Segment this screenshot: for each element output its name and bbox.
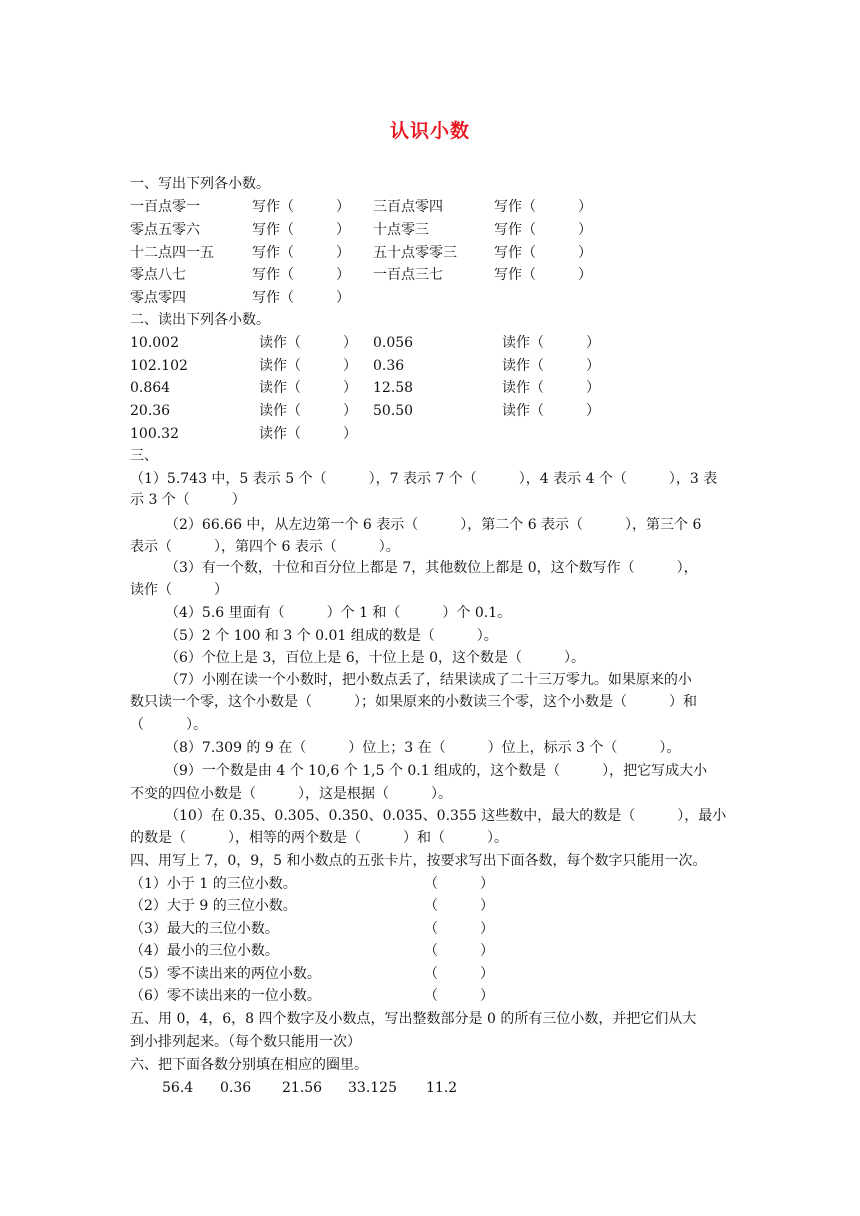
s2-number: 100.32 [130,426,179,442]
s4-item: （1）小于 1 的三位小数。 [130,876,297,892]
s1-blank[interactable]: 写作（ ） [494,222,592,238]
s2-number: 20.36 [130,403,171,419]
s2-blank[interactable]: 读作（ ） [259,380,357,396]
s2-number: 12.58 [373,380,414,396]
s1-blank[interactable]: 写作（ ） [252,222,350,238]
s3-question-8: （8）7.309 的 9 在（ ）位上；3 在（ ）位上，标示 3 个（ ）。 [165,740,681,756]
s1-item: 零点五零六 [130,222,200,238]
s1-blank[interactable]: 写作（ ） [252,267,350,283]
section-1-heading: 一、写出下列各小数。 [130,176,270,192]
s1-blank[interactable]: 写作（ ） [494,267,592,283]
s4-answer-blank[interactable]: （ ） [424,898,494,914]
section-5-heading: 五、用 0，4，6，8 四个数字及小数点，写出整数部分是 0 的所有三位小数，并把它们从大 [130,1011,697,1027]
s6-number: 56.4 [162,1080,194,1096]
s2-blank[interactable]: 读作（ ） [502,403,600,419]
s2-blank[interactable]: 读作（ ） [502,380,600,396]
s1-item: 五十点零零三 [373,245,457,261]
s1-item: 十点零三 [373,222,429,238]
s3-question-7-cont: 数只读一个零，这个小数是（ ）；如果原来的小数读三个零，这个小数是（ ）和 [130,694,697,710]
s4-item: （6）零不读出来的一位小数。 [130,988,321,1004]
s2-number: 10.002 [130,335,179,351]
s4-answer-blank[interactable]: （ ） [424,943,494,959]
s2-blank[interactable]: 读作（ ） [502,358,600,374]
s2-number: 0.864 [130,380,171,396]
s1-blank[interactable]: 写作（ ） [252,245,350,261]
s6-number: 21.56 [282,1080,323,1096]
s1-item: 三百点零四 [373,199,443,215]
s2-blank[interactable]: 读作（ ） [259,403,357,419]
s2-number: 0.056 [373,335,414,351]
s1-item: 一百点零一 [130,199,200,215]
s6-number: 0.36 [220,1080,252,1096]
s2-blank[interactable]: 读作（ ） [259,358,357,374]
s3-question-5: （5）2 个 100 和 3 个 0.01 组成的数是（ ）。 [165,628,498,644]
s3-question-1-cont: 示 3 个（ ） [130,492,246,508]
section-3-heading: 三、 [130,448,158,464]
s3-question-7: （7）小刚在读一个小数时，把小数点丢了，结果读成了二十三万零九。如果原来的小 [165,672,692,688]
s3-question-2: （2）66.66 中，从左边第一个 6 表示（ ），第二个 6 表示（ ），第三个 6 [165,517,702,533]
s3-question-1: （1）5.743 中，5 表示 5 个（ ），7 表示 7 个（ ），4 表示 4 个（ ），3 表 [130,471,718,487]
s3-question-9-cont: 不变的四位小数是（ ），这是根据（ ）。 [130,786,452,802]
s3-question-3: （3）有一个数，十位和百分位上都是 7，其他数位上都是 0，这个数写作（ ）， [165,560,698,576]
s1-blank[interactable]: 写作（ ） [252,290,350,306]
section-4-heading: 四、用写上 7，0，9，5 和小数点的五张卡片，按要求写出下面各数，每个数字只能用一次。 [130,853,707,869]
s1-blank[interactable]: 写作（ ） [252,199,350,215]
s6-number: 11.2 [426,1080,458,1096]
s3-question-2-cont: 表示（ ），第四个 6 表示（ ）。 [130,539,400,555]
s3-question-10-cont: 的数是（ ），相等的两个数是（ ）和（ ）。 [130,830,508,846]
section-6-heading: 六、把下面各数分别填在相应的圈里。 [130,1057,368,1073]
s4-item: （4）最小的三位小数。 [130,943,279,959]
s2-number: 102.102 [130,358,188,374]
s1-item: 零点八七 [130,267,186,283]
s1-blank[interactable]: 写作（ ） [494,245,592,261]
s3-question-6: （6）个位上是 3，百位上是 6，十位上是 0，这个数是（ ）。 [165,650,585,666]
s4-answer-blank[interactable]: （ ） [424,988,494,1004]
s2-blank[interactable]: 读作（ ） [259,426,357,442]
s1-item: 一百点三七 [373,267,443,283]
s2-blank[interactable]: 读作（ ） [259,335,357,351]
s6-number: 33.125 [348,1080,397,1096]
s3-question-4: （4）5.6 里面有（ ）个 1 和（ ）个 0.1。 [165,605,512,621]
s4-answer-blank[interactable]: （ ） [424,876,494,892]
s2-blank[interactable]: 读作（ ） [502,335,600,351]
section-2-heading: 二、读出下列各小数。 [130,312,270,328]
s4-item: （5）零不读出来的两位小数。 [130,966,321,982]
s4-answer-blank[interactable]: （ ） [424,966,494,982]
s4-answer-blank[interactable]: （ ） [424,921,494,937]
s4-item: （3）最大的三位小数。 [130,921,279,937]
s1-item: 零点零四 [130,290,186,306]
section-5-heading-cont: 到小排列起来。（每个数只能用一次） [130,1034,361,1050]
s1-item: 十二点四一五 [130,245,214,261]
s2-number: 50.50 [373,403,414,419]
s3-question-3-cont: 读作（ ） [130,582,228,598]
s1-blank[interactable]: 写作（ ） [494,199,592,215]
s3-question-7-cont2: （ ）。 [130,717,207,733]
s3-question-9: （9）一个数是由 4 个 10,6 个 1,5 个 0.1 组成的，这个数是（ ），把它写成大小 [165,763,708,779]
s2-number: 0.36 [373,358,405,374]
page-title: 认识小数 [389,120,470,142]
s3-question-10: （10）在 0.35、0.305、0.350、0.035、0.355 这些数中，最大的数是（ ），最小 [165,808,727,824]
s4-item: （2）大于 9 的三位小数。 [130,898,297,914]
